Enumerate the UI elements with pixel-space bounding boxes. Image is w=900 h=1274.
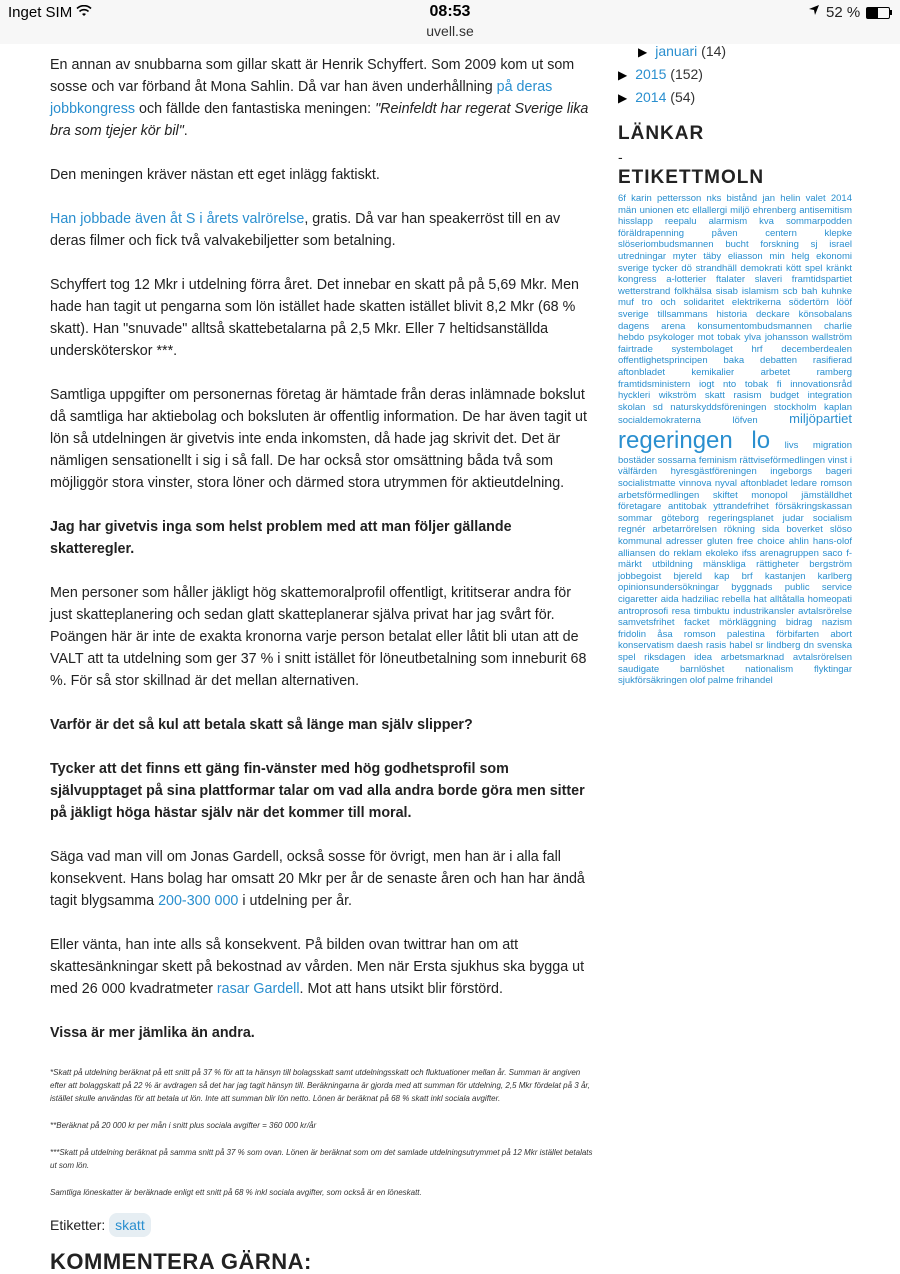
paragraph: Men personer som håller jäkligt hög skattemoralprofil offentligt, krititserar andra för just skatteplanering och sedan glatt skatteplanerar själva privat har jag svårt för. Poängen här är inte de exakta kronorna varje person betalat eller låtit bli utan att de VALT att ta utdelning som ger 37 % i snitt istället för löneutbetalning som inneburit 68 %. För så stor skillnad är det mellan alternativen. [50,585,587,689]
paragraph: Den meningen kräver nästan ett eget inlägg faktiskt. [50,167,380,183]
utdelning-link[interactable]: 200-300 000 [158,893,239,909]
paragraph-bold: Jag har givetvis inga som helst problem med att man följer gällande skatteregler. [50,519,512,557]
tag-skatt[interactable]: skatt [109,1213,151,1237]
paragraph-bold: Vissa är mer jämlika än andra. [50,1025,255,1041]
expand-triangle-icon[interactable]: ▶ [618,91,628,105]
battery-icon [866,7,890,19]
expand-triangle-icon[interactable]: ▶ [618,68,628,82]
archive-item[interactable]: ▶ januari (14) [638,43,727,59]
tag-cloud[interactable]: 6f karin pettersson nks bistånd jan helin valet 2014 män unionen etc ellallergi miljö ehrenberg antisemitism hisslapp reepalu alarmism kva sommarpodden föräldrapenning påven centern klepke slöseriombudsmannen bucht forskning sj israel utredningar myter täby eliasson min helg ekonomi sverige tycker dö strandhäll demokrati kött spel kränkt kongress a-lotterier ftalater slaveri framtidspartiet wetterstrand folkhälsa sisab islamism scb bah kuhnke muf tro och solidaritet elektrikerna södertörn lööf sverige tillsammans historia deckare könsobalans dagens arena konsumentombudsmannen charlie hebdo psykologer mot tobak ylva johansson wallström fairtrade systembolaget hrf decemberdealen offentlighetsprincipen baka debatten rasifierad aftonbladet kemikalier arbetet ramberg framtidsministern iogt nto tobak fi innovationsråd hyckleri wikström skatt rasism budget integration skolan sd naturskyddsföreningen stockholm kaplan socialdemokraterna löfven miljöpartiet regeringen lo livs migration bostäder sossarna feminism rättviseförmedlingen vinst i välfärden hyresgästföreningen ingeborgs bageri socialistmatte vinnova nyval aftonbladet ledare romson arbetsförmedlingen skiftet monopol jämställdhet företagare antitobak yttrandefrihet försäkringskassan sommar göteborg regeringsplanet judar socialism regnér arbetarrörelsen rökning sida boverket slöso kommunal adresser gluten free choice ahlin hans-olof alliansen do reklam ekoleko ifss arenagruppen saco f-märkt utbildning mänskliga rättigheter bergström jobbegoist bjereld kap brf kastanjen karlberg opinionsundersökningar byggnads public service cigaretter aida hadziliac rebella hat alltåtalla homeopati antroprosofi resa timbuktu industrikansler avtalsrörelse samvetsfrihet facket mörkläggning bidrag nazism fridolin åsa romson palestina förbifarten abort konservatism daesh rasis habel sr lindberg dn svenska spel riksdagen idea arbetsmarknad avtalsrörelsen saudigate barnlöshet nationalism flyktingar sjukförsäkringen olof palme frihandel [618,193,852,687]
battery-level [867,8,878,18]
comment-heading: KOMMENTERA GÄRNA: [50,1249,312,1274]
archive-item[interactable]: ▶ 2014 (54) [618,89,696,105]
tags-label: Etiketter: [50,1217,106,1233]
tags-row [50,1213,595,1237]
status-bar [0,0,900,44]
clock: 08:53 [429,3,471,20]
battery-tip [890,10,892,15]
paragraph-bold: Tycker att det finns ett gäng fin-vänster med hög godhetsprofil som självupptaget på sina plattformar talar om vad alla andra borde göra men sitter på jäkligt höga hästar själv när det kommer till moral. [50,761,585,821]
rasar-gardell-link[interactable]: rasar Gardell [216,981,300,997]
paragraph: Säga vad man vill om Jonas Gardell, också sosse för övrigt, men han är i alla fall konsekvent. Hans bolag har omsatt 20 Mkr per år de senaste åren och han har ändå tagit blygsamma 200-300 000 i utdelning per år. [50,849,585,909]
blog-archive [618,40,852,109]
footnote: **Beräknat på 20 000 kr per mån i snitt plus sociala avgifter = 360 000 kr/år [50,1121,317,1130]
battery-percent: 52 % [826,4,861,21]
tag-regeringen-lo[interactable]: regeringen lo [618,426,771,454]
expand-triangle-icon[interactable]: ▶ [638,45,648,59]
archive-item[interactable]: ▶ 2015 (152) [618,66,703,82]
tag-miljopartiet[interactable]: miljöpartiet [789,411,852,427]
footnote: *Skatt på utdelning beräknat på ett snitt på 37 % för att ta hänsyn till bolagsskatt samt utdelningsskatt och fluktuationer mellan år. Summan är angiven efter att bolaggskatt på 22 % är avdragen så det har jag tagit hänsyn till. Beräkningarna är gjorda med att summan för utdelning, 2,5 Mkr fördelat på 3 år, istället skulle användas för att betala ut lön. Inte att summan blir lön netto. Lönen är beräknat på 68 % skatt inkl sociala avgifter. [50,1068,590,1103]
footnote: Samtliga löneskatter är beräknade enligt ett snitt på 68 % inkl sociala avgifter, som också är en löneskatt. [50,1188,422,1197]
paragraph: Schyffert tog 12 Mkr i utdelning förra året. Det innebar en skatt på på 5,69 Mkr. Men hade han tagit ut pengarna som lön istället hade skatten istället blivit 8,2 Mkr (68 % skatt). Han "snuvade" alltså skattebetalarna på 2,5 Mkr. Eller 7 heltidsanställda undersköterskor ***. [50,277,579,359]
tagcloud-heading: ETIKETTMOLN [618,167,765,188]
paragraph: Samtliga uppgifter om personernas företag är hämtade från deras inlämnade bokslut då samtliga har aktiebolag och boksluten är offentlig information. De har även tagit ut lön så utdelningen är givetvis inte enda inkomsten, då hade jag skrivit det. Det är nämligen sensationellt i sig i så fall. De har också stor omsättning båda två som möjliggör stora vinster, stora löner och därmed stora utrymmen för aktieutdelning. [50,387,587,491]
sidebar [618,40,852,687]
jobbkongress-link[interactable]: på deras jobbkongress [50,79,553,117]
url-bar[interactable]: uvell.se [426,23,474,39]
links-heading: LÄNKAR [618,123,705,144]
paragraph: En annan av snubbarna som gillar skatt är Henrik Schyffert. Som 2009 kom ut som sosse och var förband åt Mona Sahlin. Då var han även underhållning på deras jobbkongress och fällde den fantastiska meningen: "Reinfeldt har regerat Sverige lika bra som tjejer kör bil". [50,57,589,139]
valrorelse-link[interactable]: Han jobbade även åt S i årets valrörelse [50,211,305,227]
carrier-label: Inget SIM [8,4,73,21]
paragraph-bold: Varför är det så kul att betala skatt så länge man själv slipper? [50,717,473,733]
links-empty: - [618,149,623,165]
footnote: ***Skatt på utdelning beräknat på samma snitt på 37 % som ovan. Lönen är beräknat som om det samlade utdelningsutrymmet på 12 Mkr istället betalats ut som lön. [50,1148,593,1170]
paragraph: Eller vänta, han inte alls så konsekvent. På bilden ovan twittrar han om att skattesänkningar skett på bekostnad av vården. Men när Ersta sjukhus ska bygga ut med 26 000 kvadratmeter rasar Gardell. Mot att hans utsikt blir förstörd. [50,937,585,997]
paragraph: Han jobbade även åt S i årets valrörelse, gratis. Då var han speakerröst till en av deras filmer och fick två valvakebiljetter som betalning. [50,211,561,249]
article-body [50,54,595,1273]
location-arrow-icon [808,4,820,19]
